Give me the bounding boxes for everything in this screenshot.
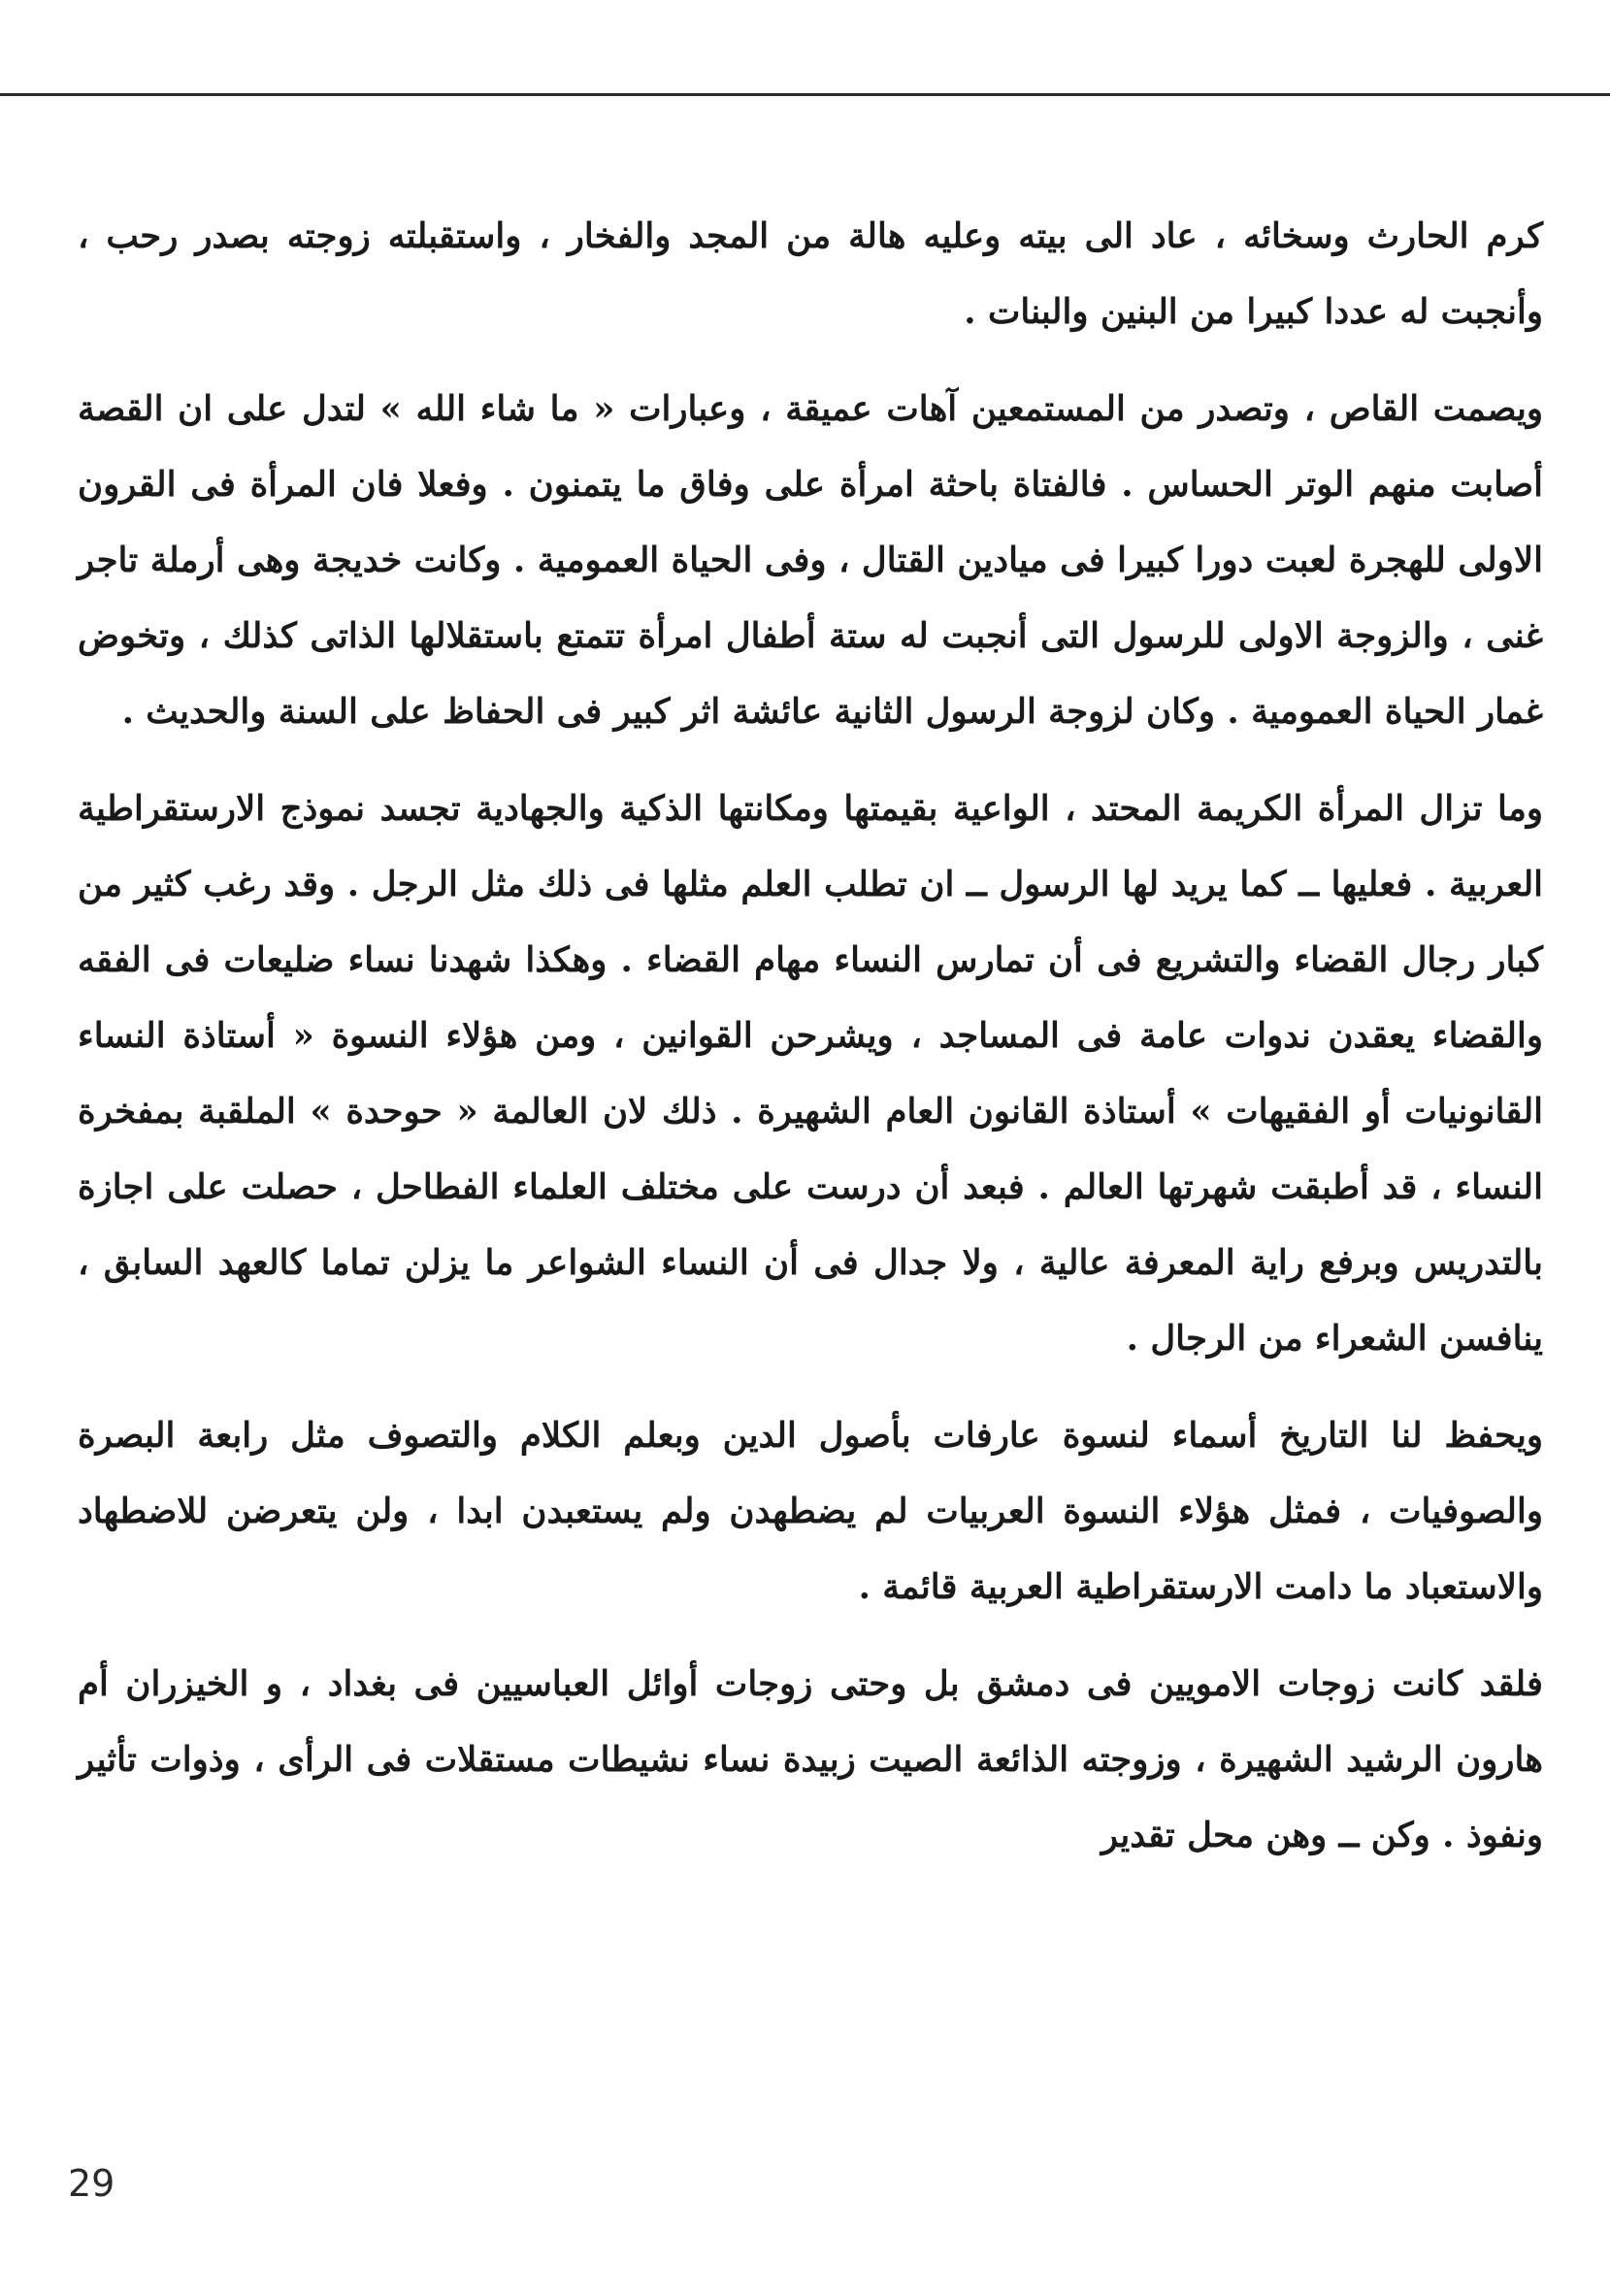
top-rule [0,93,1610,96]
paragraph-5: فلقد كانت زوجات الامويين فى دمشق بل وحتى زوجات أوائل العباسيين فى بغداد ، و الخيزران أم هارون الرشيد الشهيرة ، وزوجته الذائعة الصيت زبيدة نساء نشيطات مستقلات فى الرأى ، وذوات تأثير ونفوذ . وكن ــ وهن محل تقدير [78,1664,1543,1855]
page-body [78,199,1543,1895]
paragraph-1: كرم الحارث وسخائه ، عاد الى بيته وعليه هالة من المجد والفخار ، واستقبلته زوجته بصدر رحب ، وأنجبت له عددا كبيرا من البنين والبنات . [78,216,1543,332]
paragraph-2: ويصمت القاص ، وتصدر من المستمعين آهات عميقة ، وعبارات « ما شاء الله » لتدل على ان القصة أصابت منهم الوتر الحساس . فالفتاة باحثة امرأة على وفاق ما يتمنون . وفعلا فان المرأة فى القرون الاولى للهجرة لعبت دورا كبيرا فى ميادين القتال ، وفى الحياة العمومية . وكانت خديجة وهى أرملة تاجر غنى ، والزوجة الاولى للرسول التى أنجبت له ستة أطفال امرأة تتمتع باستقلالها الذاتى كذلك ، وتخوض غمار الحياة العمومية . وكان لزوجة الرسول الثانية عائشة اثر كبير فى الحفاظ على السنة والحديث . [78,389,1543,732]
page-number: 29 [68,2162,115,2205]
paragraph-4: ويحفظ لنا التاريخ أسماء لنسوة عارفات بأصول الدين وبعلم الكلام والتصوف مثل رابعة البصرة والصوفيات ، فمثل هؤلاء النسوة العربيات لم يضطهدن ولم يستعبدن ابدا ، ولن يتعرضن للاضطهاد والاستعباد ما دامت الارستقراطية العربية قائمة . [78,1416,1543,1607]
paragraph-3: وما تزال المرأة الكريمة المحتد ، الواعية بقيمتها ومكانتها الذكية والجهادية تجسد نموذج الارستقراطية العربية . فعليها ــ كما يريد لها الرسول ــ ان تطلب العلم مثلها فى ذلك مثل الرجل . وقد رغب كثير من كبار رجال القضاء والتشريع فى أن تمارس النساء مهام القضاء . وهكذا شهدنا نساء ضليعات فى الفقه والقضاء يعقدن ندوات عامة فى المساجد ، ويشرحن القوانين ، ومن هؤلاء النسوة « أستاذة النساء القانونيات أو الفقيهات » أستاذة القانون العام الشهيرة . ذلك لان العالمة « حوحدة » الملقبة بمفخرة النساء ، قد أطبقت شهرتها العالم . فبعد أن درست على مختلف العلماء الفطاحل ، حصلت على اجازة بالتدريس وبرفع راية المعرفة عالية ، ولا جدال فى أن النساء الشواعر ما يزلن تماما كالعهد السابق ، ينافسن الشعراء من الرجال . [78,789,1543,1359]
